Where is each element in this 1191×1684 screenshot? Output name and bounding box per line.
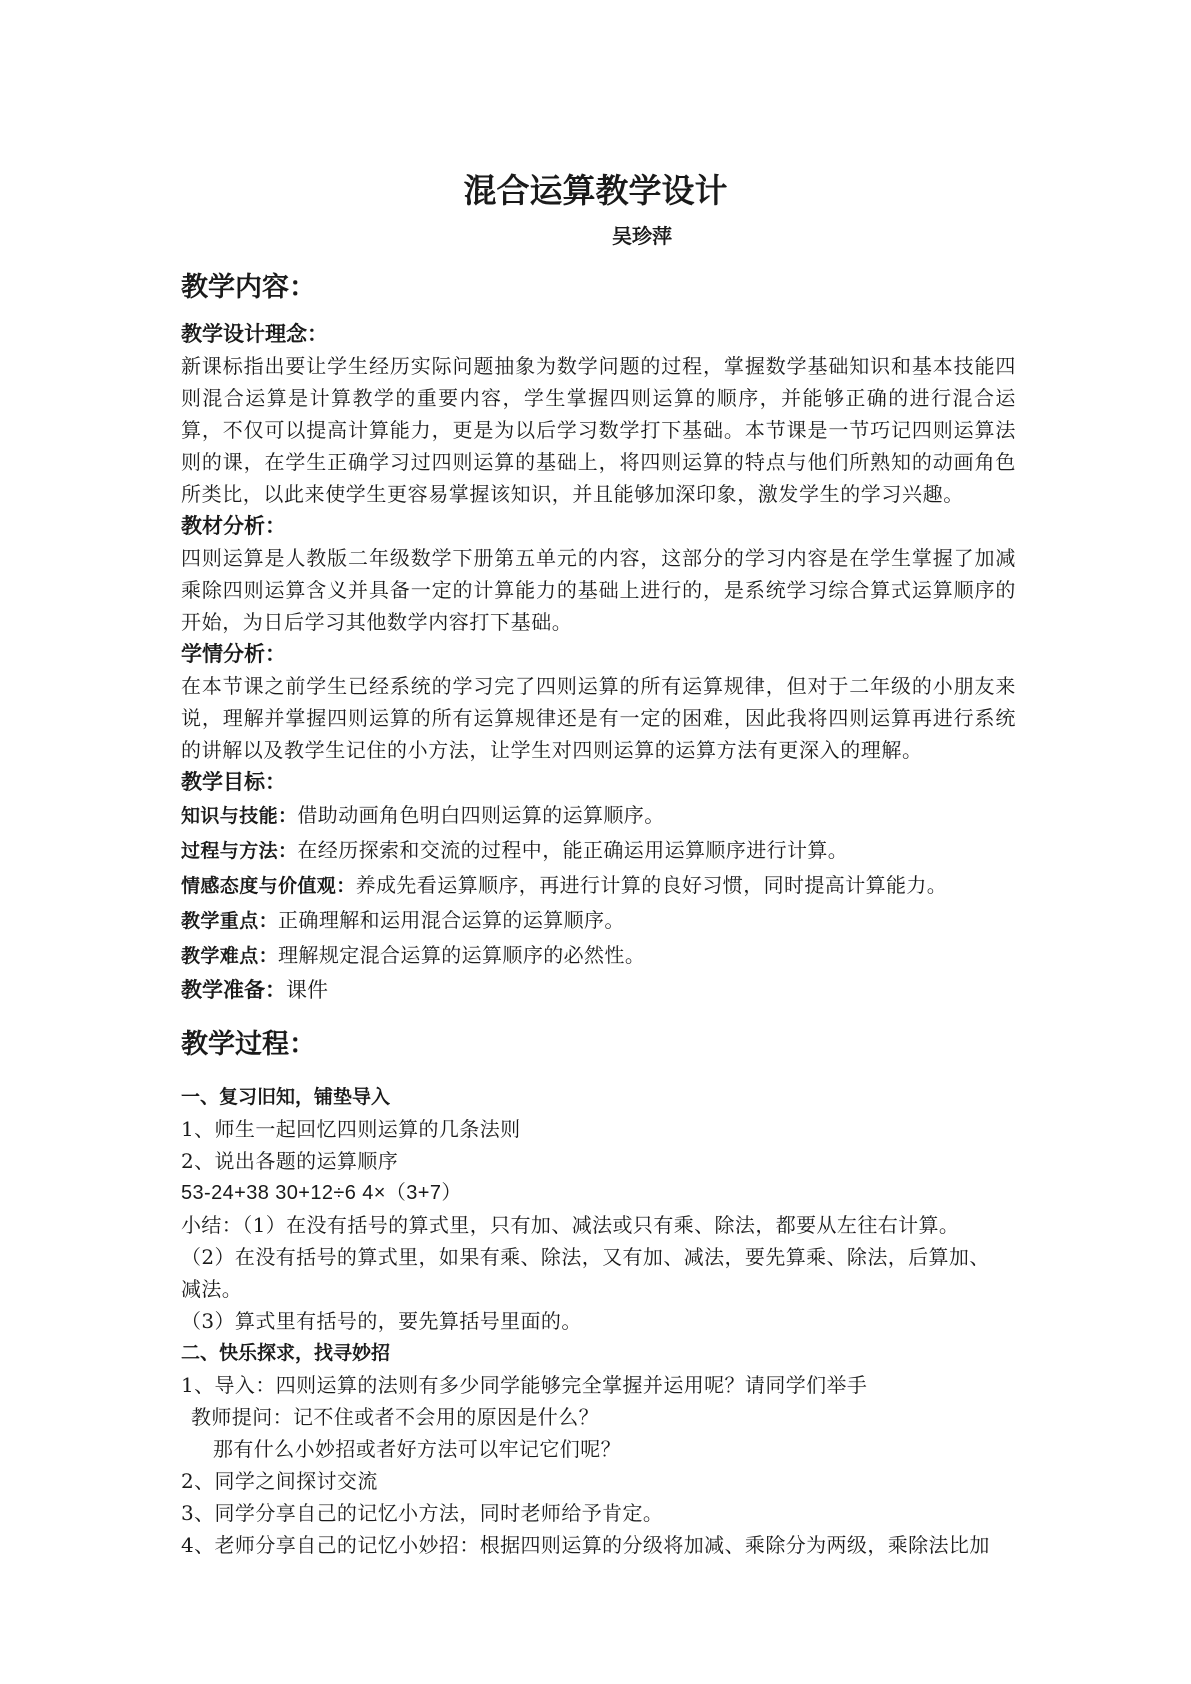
heading-teaching-content: 教学内容： [181,272,316,303]
goal-label: 过程与方法： [181,840,298,862]
paragraph-student-analysis: 在本节课之前学生已经系统的学习完了四则运算的所有运算规律，但对于二年级的小朋友来说，理解并掌握四则运算的所有运算规律还是有一定的困难，因此我将四则运算再进行系统的讲解以及教学生记住的小方法，让学生对四则运算的运算方法有更深入的理解。 [181,674,1016,762]
goal-label: 教学难点： [181,945,279,967]
goal-process [181,833,1016,868]
author-name: 吴珍萍 [612,224,672,248]
step2-line: 4、老师分享自己的记忆小妙招：根据四则运算的分级将加减、乘除分为两级，乘除法比加 [181,1533,990,1557]
goal-text: 借助动画角色明白四则运算的运算顺序。 [297,803,665,827]
heading-student-analysis: 学情分析： [181,642,286,666]
goal-text: 在经历探索和交流的过程中，能正确运用运算顺序进行计算。 [297,838,849,862]
step1-line: （3）算式里有括号的，要先算括号里面的。 [181,1309,582,1333]
step1-line: 2、说出各题的运算顺序 [181,1149,399,1173]
goal-text: 养成先看运算顺序，再进行计算的良好习惯，同时提高计算能力。 [355,873,948,897]
step2-line: 教师提问：记不住或者不会用的原因是什么？ [191,1405,599,1429]
goal-label: 教学重点： [181,910,279,932]
goal-text: 理解规定混合运算的运算顺序的必然性。 [278,943,646,967]
step1-line: 1、师生一起回忆四则运算的几条法则 [181,1117,521,1141]
step1-line: 减法。 [181,1277,243,1301]
step2-line: 2、同学之间探讨交流 [181,1469,378,1493]
goal-attitude [181,868,1016,903]
goal-key-point [181,903,1016,938]
heading-teaching-process: 教学过程： [181,1029,316,1060]
goal-difficulty [181,938,1016,973]
goal-text: 正确理解和运用混合运算的运算顺序。 [278,908,625,932]
heading-step-1: 一、复习旧知，铺垫导入 [181,1086,391,1108]
step2-line: 1、导入：四则运算的法则有多少同学能够完全掌握并运用呢？请同学们举手 [181,1373,868,1397]
heading-teaching-goals: 教学目标： [181,770,286,794]
prep-label: 教学准备： [181,978,286,1002]
heading-design-concept: 教学设计理念： [181,322,328,346]
heading-step-2: 二、快乐探求，找寻妙招 [181,1342,391,1364]
prep-text: 课件 [286,978,328,1002]
goal-label: 情感态度与价值观： [181,875,356,897]
paragraph-design-concept: 新课标指出要让学生经历实际问题抽象为数学问题的过程，掌握数学基础知识和基本技能四则混合运算是计算教学的重要内容，学生掌握四则运算的顺序，并能够正确的进行混合运算，不仅可以提高计算能力，更是为以后学习数学打下基础。本节课是一节巧记四则运算法则的课，在学生正确学习过四则运算的基础上，将四则运算的特点与他们所熟知的动画角色所类比，以此来使学生更容易掌握该知识，并且能够加深印象，激发学生的学习兴趣。 [181,354,1016,506]
heading-material-analysis: 教材分析： [181,514,286,538]
teaching-preparation [181,973,1016,1007]
step1-expressions: 53-24+38 30+12÷6 4×（3+7） [181,1182,462,1204]
document-title: 混合运算教学设计 [463,171,728,210]
step1-line: （2）在没有括号的算式里，如果有乘、除法，又有加、减法，要先算乘、除法，后算加、 [181,1245,990,1269]
goal-label: 知识与技能： [181,805,298,827]
document-body [181,268,1016,1561]
step1-line: 小结：（1）在没有括号的算式里，只有加、减法或只有乘、除法，都要从左往右计算。 [181,1213,960,1237]
paragraph-material-analysis: 四则运算是人教版二年级数学下册第五单元的内容，这部分的学习内容是在学生掌握了加减乘除四则运算含义并具备一定的计算能力的基础上进行的，是系统学习综合算式运算顺序的开始，为日后学习其他数学内容打下基础。 [181,546,1016,634]
step2-line: 3、同学分享自己的记忆小方法，同时老师给予肯定。 [181,1501,664,1525]
step2-line: 那有什么小妙招或者好方法可以牢记它们呢？ [213,1437,621,1461]
goal-knowledge [181,798,1016,833]
